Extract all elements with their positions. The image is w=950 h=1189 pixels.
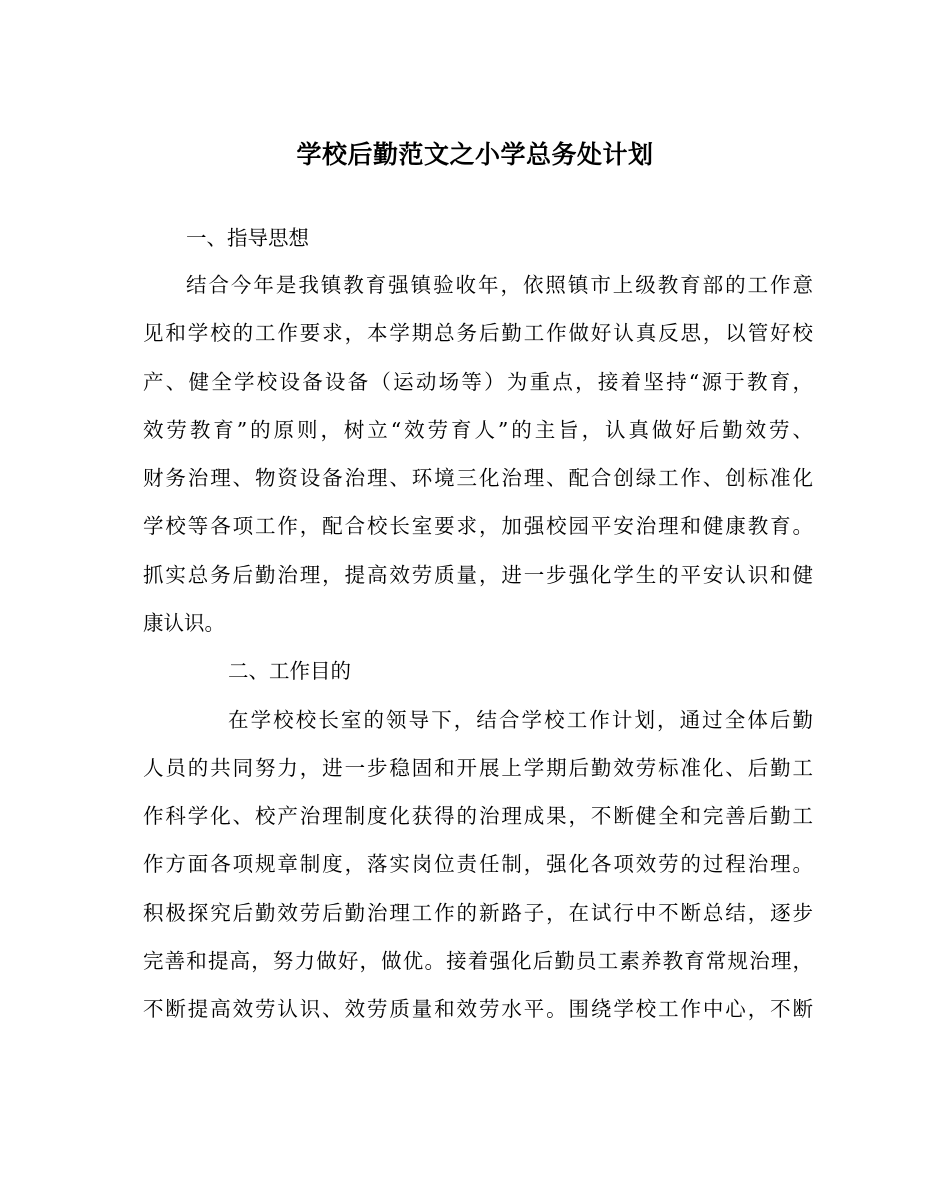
paragraph-line: 效劳教育”的原则，树立“效劳育人”的主旨，认真做好后勤效劳、 xyxy=(143,418,813,442)
paragraph-line: 结合今年是我镇教育强镇验收年，依照镇市上级教育部的工作意 xyxy=(186,273,813,297)
paragraph-line: 作科学化、校产治理制度化获得的治理成果，不断健全和完善后勤工 xyxy=(143,804,813,828)
paragraph-line: 积极探究后勤效劳后勤治理工作的新路子，在试行中不断总结，逐步 xyxy=(143,901,813,925)
paragraph-line: 产、健全学校设备设备（运动场等）为重点，接着坚持“源于教育， xyxy=(143,370,813,394)
paragraph-line: 人员的共同努力，进一步稳固和开展上学期后勤效劳标准化、后勤工 xyxy=(143,756,813,780)
paragraph-line: 康认识。 xyxy=(143,611,225,635)
paragraph-line: 作方面各项规章制度，落实岗位责任制，强化各项效劳的过程治理。 xyxy=(143,852,813,876)
paragraph-line: 完善和提高，努力做好，做优。接着强化后勤员工素养教育常规治理， xyxy=(143,949,813,973)
paragraph-line: 学校等各项工作，配合校长室要求，加强校园平安治理和健康教育。 xyxy=(143,514,813,538)
section-heading-guiding-ideology: 一、指导思想 xyxy=(186,226,309,250)
section-heading-work-goals: 二、工作目的 xyxy=(228,659,351,683)
paragraph-line: 不断提高效劳认识、效劳质量和效劳水平。围绕学校工作中心，不断 xyxy=(143,997,813,1021)
paragraph-line: 财务治理、物资设备治理、环境三化治理、配合创绿工作、创标准化 xyxy=(143,466,813,490)
paragraph-line: 在学校校长室的领导下，结合学校工作计划，通过全体后勤 xyxy=(228,708,813,732)
paragraph-line: 抓实总务后勤治理，提高效劳质量，进一步强化学生的平安认识和健 xyxy=(143,563,813,587)
document-title: 学校后勤范文之小学总务处计划 xyxy=(296,140,654,169)
paragraph-line: 见和学校的工作要求，本学期总务后勤工作做好认真反思，以管好校 xyxy=(143,321,813,345)
